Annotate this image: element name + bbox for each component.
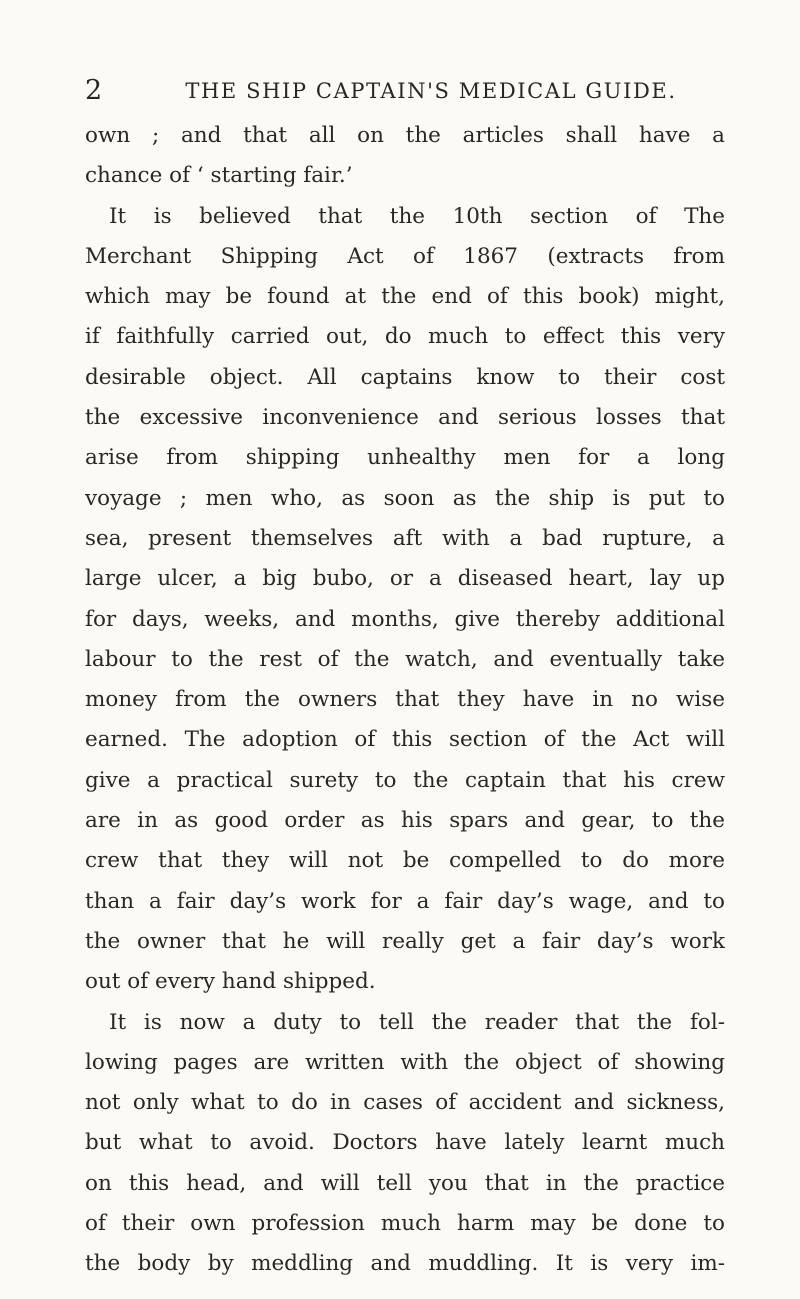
text-line: the body by meddling and muddling. It is very im-	[85, 1251, 725, 1277]
text-line: the owner that he will really get a fair day’s work	[85, 928, 725, 954]
text-line: labour to the rest of the watch, and eventually take	[85, 646, 725, 672]
paragraph-start-line: It is now a duty to tell the reader that the fol-	[109, 1009, 725, 1035]
text-line: own ; and that all on the articles shall have a	[85, 123, 725, 148]
text-line: chance of ‘ starting fair.’	[85, 163, 353, 189]
text-line: out of every hand shipped.	[85, 969, 376, 995]
text-line: voyage ; men who, as soon as the ship is put to	[85, 485, 725, 511]
page-header	[85, 74, 725, 108]
text-line: crew that they will not be compelled to do more	[85, 848, 725, 874]
text-line: than a fair day’s work for a fair day’s wage, and to	[85, 888, 725, 914]
text-line: Merchant Shipping Act of 1867 (extracts from	[85, 243, 725, 269]
paragraph-start-line: It is believed that the 10th section of The	[109, 203, 725, 229]
text-line: arise from shipping unhealthy men for a long	[85, 445, 725, 471]
text-line: are in as good order as his spars and gear, to the	[85, 808, 725, 834]
text-line: earned. The adoption of this section of the Act will	[85, 727, 725, 753]
text-line: for days, weeks, and months, give thereby additional	[85, 606, 725, 632]
text-line: which may be found at the end of this book) might,	[85, 284, 725, 310]
text-line: give a practical surety to the captain that his crew	[85, 767, 725, 793]
text-line: the excessive inconvenience and serious losses that	[85, 405, 725, 431]
text-line: lowing pages are written with the object of showing	[85, 1049, 725, 1075]
text-line: sea, present themselves aft with a bad rupture, a	[85, 525, 725, 551]
text-line: desirable object. All captains know to their cost	[85, 364, 725, 390]
text-line: money from the owners that they have in no wise	[85, 687, 725, 713]
text-line: if faithfully carried out, do much to effect this very	[85, 324, 725, 350]
text-line: on this head, and will tell you that in the practice	[85, 1170, 725, 1196]
text-line: not only what to do in cases of accident and sickness,	[85, 1090, 725, 1116]
text-line: but what to avoid. Doctors have lately learnt much	[85, 1130, 725, 1156]
text-line: large ulcer, a big bubo, or a diseased heart, lay up	[85, 566, 725, 592]
page-number: 2	[85, 75, 103, 106]
body-text	[85, 116, 725, 1285]
running-title: THE SHIP CAPTAIN'S MEDICAL GUIDE.	[185, 79, 677, 103]
text-line: of their own profession much harm may be done to	[85, 1211, 725, 1237]
